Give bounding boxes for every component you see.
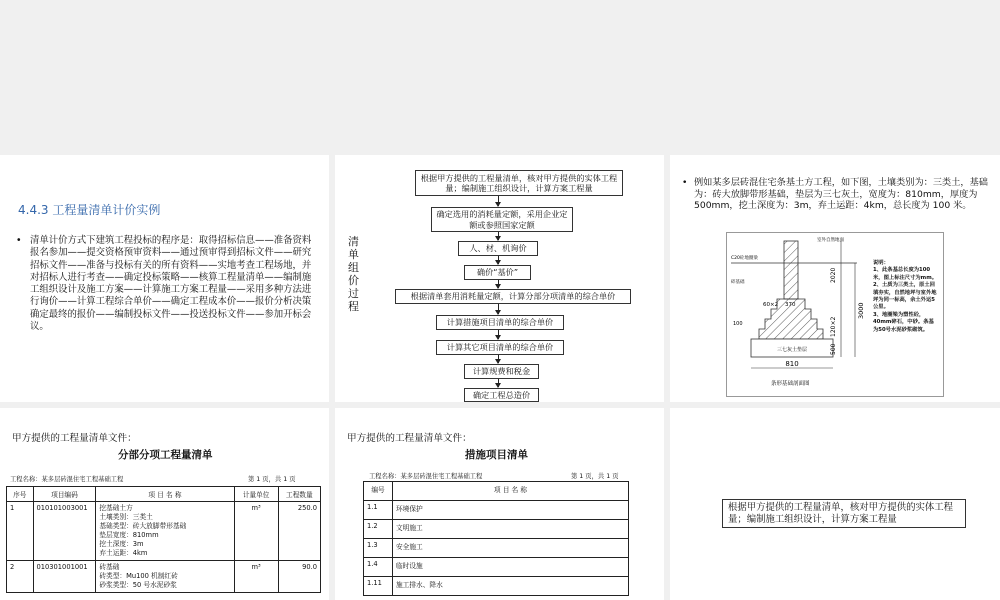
- table-header-row: [7, 487, 321, 502]
- indoor-label: 室外自然地面: [817, 238, 844, 243]
- row-no: 1.1: [364, 501, 393, 520]
- page-count: 第 1 页，共 1 页: [248, 476, 296, 483]
- header-cell: 编号: [364, 482, 393, 501]
- vertical-char: 过: [348, 287, 359, 300]
- table-row: [364, 501, 629, 520]
- bullet-paragraph: [16, 235, 312, 333]
- document-title: 措施项目清单: [465, 449, 528, 461]
- slide-6: [670, 408, 1000, 600]
- dim-60x2: 60×2: [763, 302, 779, 308]
- slide-caption: 甲方提供的工程量清单文件：: [12, 433, 137, 444]
- row-qty: 90.0: [278, 561, 320, 593]
- slide-5: [335, 408, 664, 600]
- dim-3000: 3000: [857, 302, 865, 319]
- row-unit: m³: [234, 502, 278, 561]
- flow-arrow: [498, 379, 499, 387]
- page-count: 第 1 页，共 1 页: [571, 473, 619, 480]
- project-name: 工程名称：某多层砖混住宅工程基础工程: [369, 473, 483, 480]
- header-cell: 项 目 名 称: [96, 487, 234, 502]
- flow-step-4: 确价“基价”: [464, 265, 531, 280]
- bullet-dot: •: [682, 177, 688, 188]
- vertical-char: 价: [348, 274, 359, 287]
- example-text: 例如某多层砖混住宅条基土方工程，如下图，土壤类别为：三类土，基础为：砖大放脚带形基础，垫层为三七灰土，宽度为：810mm，厚度为500mm，挖土深度为：3m，弃土运距：4km，总长度为 100 米。: [694, 177, 988, 212]
- row-no: 1.3: [364, 539, 393, 558]
- measures-table: [363, 481, 629, 596]
- vertical-char: 程: [348, 300, 359, 313]
- dim-100: 100: [733, 321, 743, 327]
- flow-step-7: 计算其它项目清单的综合单价: [436, 340, 564, 355]
- base-label: 三七灰土垫层: [776, 347, 808, 353]
- row-name: 砖基础 砖类型：Mu100 机制红砖 砂浆类型：50 号水泥砂浆: [96, 561, 234, 593]
- summary-box: 根据甲方提供的工程量清单，核对甲方提供的实体工程量；编制施工组织设计，计算方案工程量: [722, 499, 966, 528]
- flow-arrow: [498, 304, 499, 314]
- flow-step-8: 计算规费和税金: [464, 364, 539, 379]
- flow-arrow: [498, 232, 499, 240]
- row-no: 2: [7, 561, 34, 593]
- dim-120: 120×2: [830, 316, 837, 337]
- flow-step-5: 根据清单套用消耗量定额，计算分部分项清单的综合单价: [395, 289, 631, 304]
- header-cell: 计量单位: [234, 487, 278, 502]
- header-cell: 序号: [7, 487, 34, 502]
- table-row: [364, 520, 629, 539]
- row-name: 文明施工: [393, 520, 629, 539]
- slide-1: [0, 155, 329, 402]
- document-title: 分部分项工程量清单: [118, 449, 213, 461]
- flow-arrow: [498, 196, 499, 206]
- header-cell: 工程数量: [278, 487, 320, 502]
- header-cell: 项目编码: [33, 487, 96, 502]
- dim-370: 370: [785, 302, 796, 308]
- slide-2: [335, 155, 664, 402]
- table-header-row: [364, 482, 629, 501]
- project-name: 工程名称：某多层砖混住宅工程基础工程: [10, 476, 124, 483]
- flow-arrow: [498, 280, 499, 288]
- table-row: [7, 502, 321, 561]
- flow-arrow: [498, 330, 499, 339]
- row-no: 1: [7, 502, 34, 561]
- foundation-section-drawing: [726, 232, 944, 397]
- row-no: 1.11: [364, 577, 393, 596]
- slide-3: [670, 155, 1000, 402]
- row-no: 1.2: [364, 520, 393, 539]
- vertical-char: 清: [348, 235, 359, 248]
- row-name: 临时设施: [393, 558, 629, 577]
- flow-arrow: [498, 256, 499, 264]
- header-cell: 项 目 名 称: [393, 482, 629, 501]
- bullet-dot: •: [16, 235, 22, 246]
- wall: [784, 241, 798, 299]
- slide-caption: 甲方提供的工程量清单文件：: [347, 433, 472, 444]
- row-name: 环境保护: [393, 501, 629, 520]
- flow-step-3: 人、材、机询价: [458, 241, 538, 256]
- flow-arrow: [498, 355, 499, 363]
- table-row: [364, 577, 629, 596]
- dim-2020: 2020: [830, 267, 837, 283]
- vertical-label: [348, 235, 360, 313]
- table-row: [364, 539, 629, 558]
- table-row: [364, 558, 629, 577]
- flow-step-9: 确定工程总造价: [464, 388, 539, 402]
- row-name: 挖基础土方 土壤类别：三类土 基础类型：砖大放脚带形基础 垫层宽度：810mm 挖土深度：3m 弃土运距：4km: [96, 502, 234, 561]
- fill-label: 碎基础: [731, 280, 745, 285]
- boq-table: [6, 486, 321, 593]
- ground-label: C20砼地圈梁: [731, 256, 758, 261]
- row-code: 010301001001: [33, 561, 96, 593]
- row-name: 安全施工: [393, 539, 629, 558]
- row-unit: m³: [234, 561, 278, 593]
- bullet-text: 清单计价方式下建筑工程投标的程序是：取得招标信息——准备资料报名参加——提交资格预审资料——通过预审得到招标文件——研究招标文件——准备与投标有关的所有资料——实地考查工程场地，并对招标人进行考查——确定投标策略——核算工程量清单——编制施工组织设计及施工方案——计算施工方案工程量——采用多种方法进行询价——计算工程综合单价——确定工程成本价——报价分析决策确定最终的报价——编制投标文件——投送投标文件——参加开标会议。: [30, 235, 312, 333]
- row-qty: 250.0: [278, 502, 320, 561]
- section-title: 4.4.3 工程量清单计价实例: [18, 203, 161, 217]
- row-no: 1.4: [364, 558, 393, 577]
- example-paragraph: [682, 177, 1000, 212]
- slide-4: [0, 408, 329, 600]
- row-code: 010101003001: [33, 502, 96, 561]
- drawing-caption: 条形基础剖面图: [771, 381, 810, 387]
- vertical-char: 单: [348, 248, 359, 261]
- flow-step-2: 确定选用的消耗量定额，采用企业定额或参照国家定额: [431, 207, 573, 232]
- flow-step-6: 计算措施项目清单的综合单价: [436, 315, 564, 330]
- vertical-char: 组: [348, 261, 359, 274]
- drawing-notes: 说明： 1、此条基总长度为100米，图上标注尺寸为mm。 2、土质为三类土，原土回填夯实，自然地坪与室外地坪为同一标高，余土外运5公里。 3、地圈梁为塑性砼，40mm碎石，中砂。条基为50号水泥砂浆砌筑。: [873, 260, 938, 333]
- dim-500: 500: [830, 343, 837, 355]
- flow-step-1: 根据甲方提供的工程量清单，核对甲方提供的实体工程量；编制施工组织设计，计算方案工程量: [415, 170, 623, 196]
- dim-810: 810: [785, 360, 799, 368]
- row-name: 施工排水、降水: [393, 577, 629, 596]
- table-row: [7, 561, 321, 593]
